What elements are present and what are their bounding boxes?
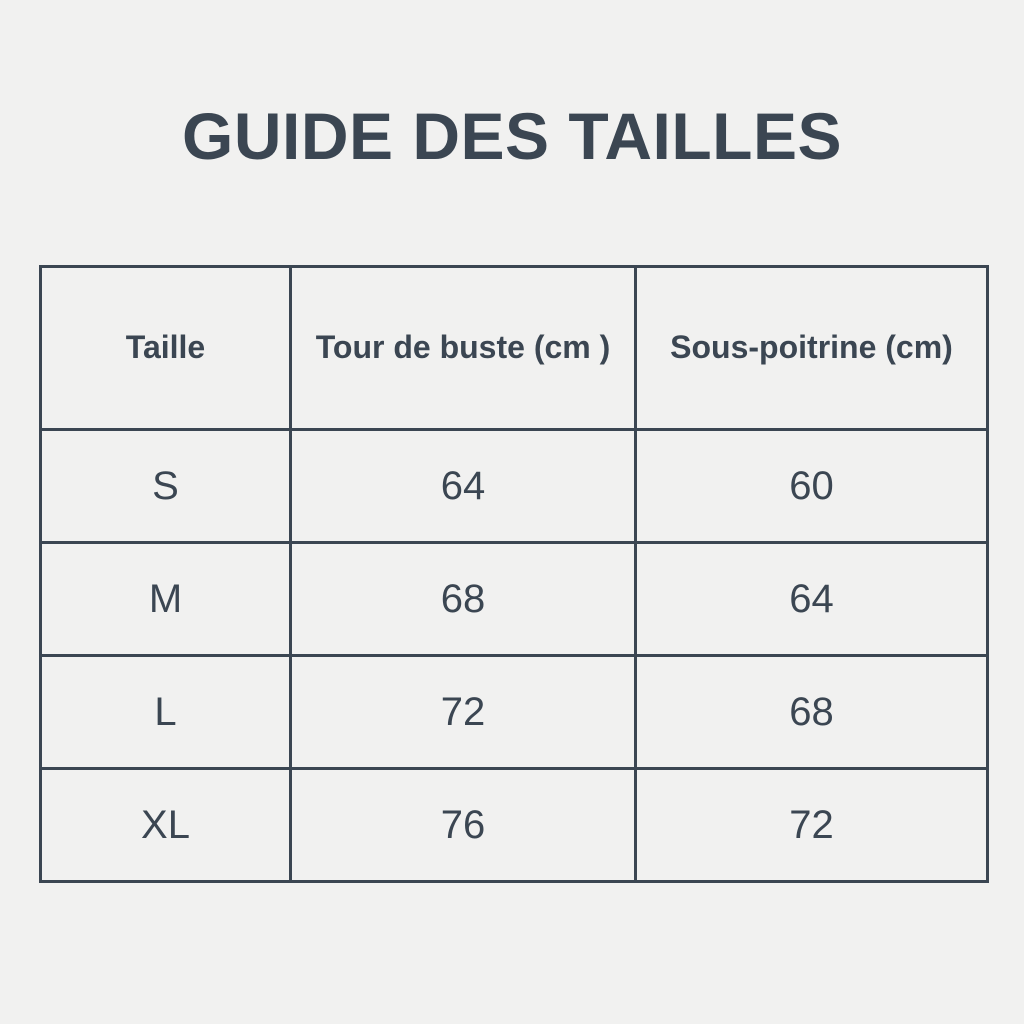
page-title: GUIDE DES TAILLES xyxy=(182,99,842,173)
cell-sous-poitrine: 64 xyxy=(636,543,988,656)
cell-sous-poitrine: 68 xyxy=(636,656,988,769)
size-table-container xyxy=(39,265,986,883)
table-row xyxy=(41,769,988,882)
column-header-tour-de-buste: Tour de buste (cm ) xyxy=(291,267,636,430)
cell-tour-de-buste: 76 xyxy=(291,769,636,882)
table-row xyxy=(41,543,988,656)
table-header xyxy=(41,267,988,430)
table-header-row xyxy=(41,267,988,430)
column-header-sous-poitrine: Sous-poitrine (cm) xyxy=(636,267,988,430)
table-row xyxy=(41,430,988,543)
column-header-taille: Taille xyxy=(41,267,291,430)
cell-sous-poitrine: 60 xyxy=(636,430,988,543)
cell-taille: XL xyxy=(41,769,291,882)
cell-tour-de-buste: 72 xyxy=(291,656,636,769)
cell-taille: M xyxy=(41,543,291,656)
table-row xyxy=(41,656,988,769)
cell-tour-de-buste: 64 xyxy=(291,430,636,543)
cell-taille: L xyxy=(41,656,291,769)
size-table xyxy=(39,265,989,883)
cell-sous-poitrine: 72 xyxy=(636,769,988,882)
table-body xyxy=(41,430,988,882)
cell-taille: S xyxy=(41,430,291,543)
cell-tour-de-buste: 68 xyxy=(291,543,636,656)
